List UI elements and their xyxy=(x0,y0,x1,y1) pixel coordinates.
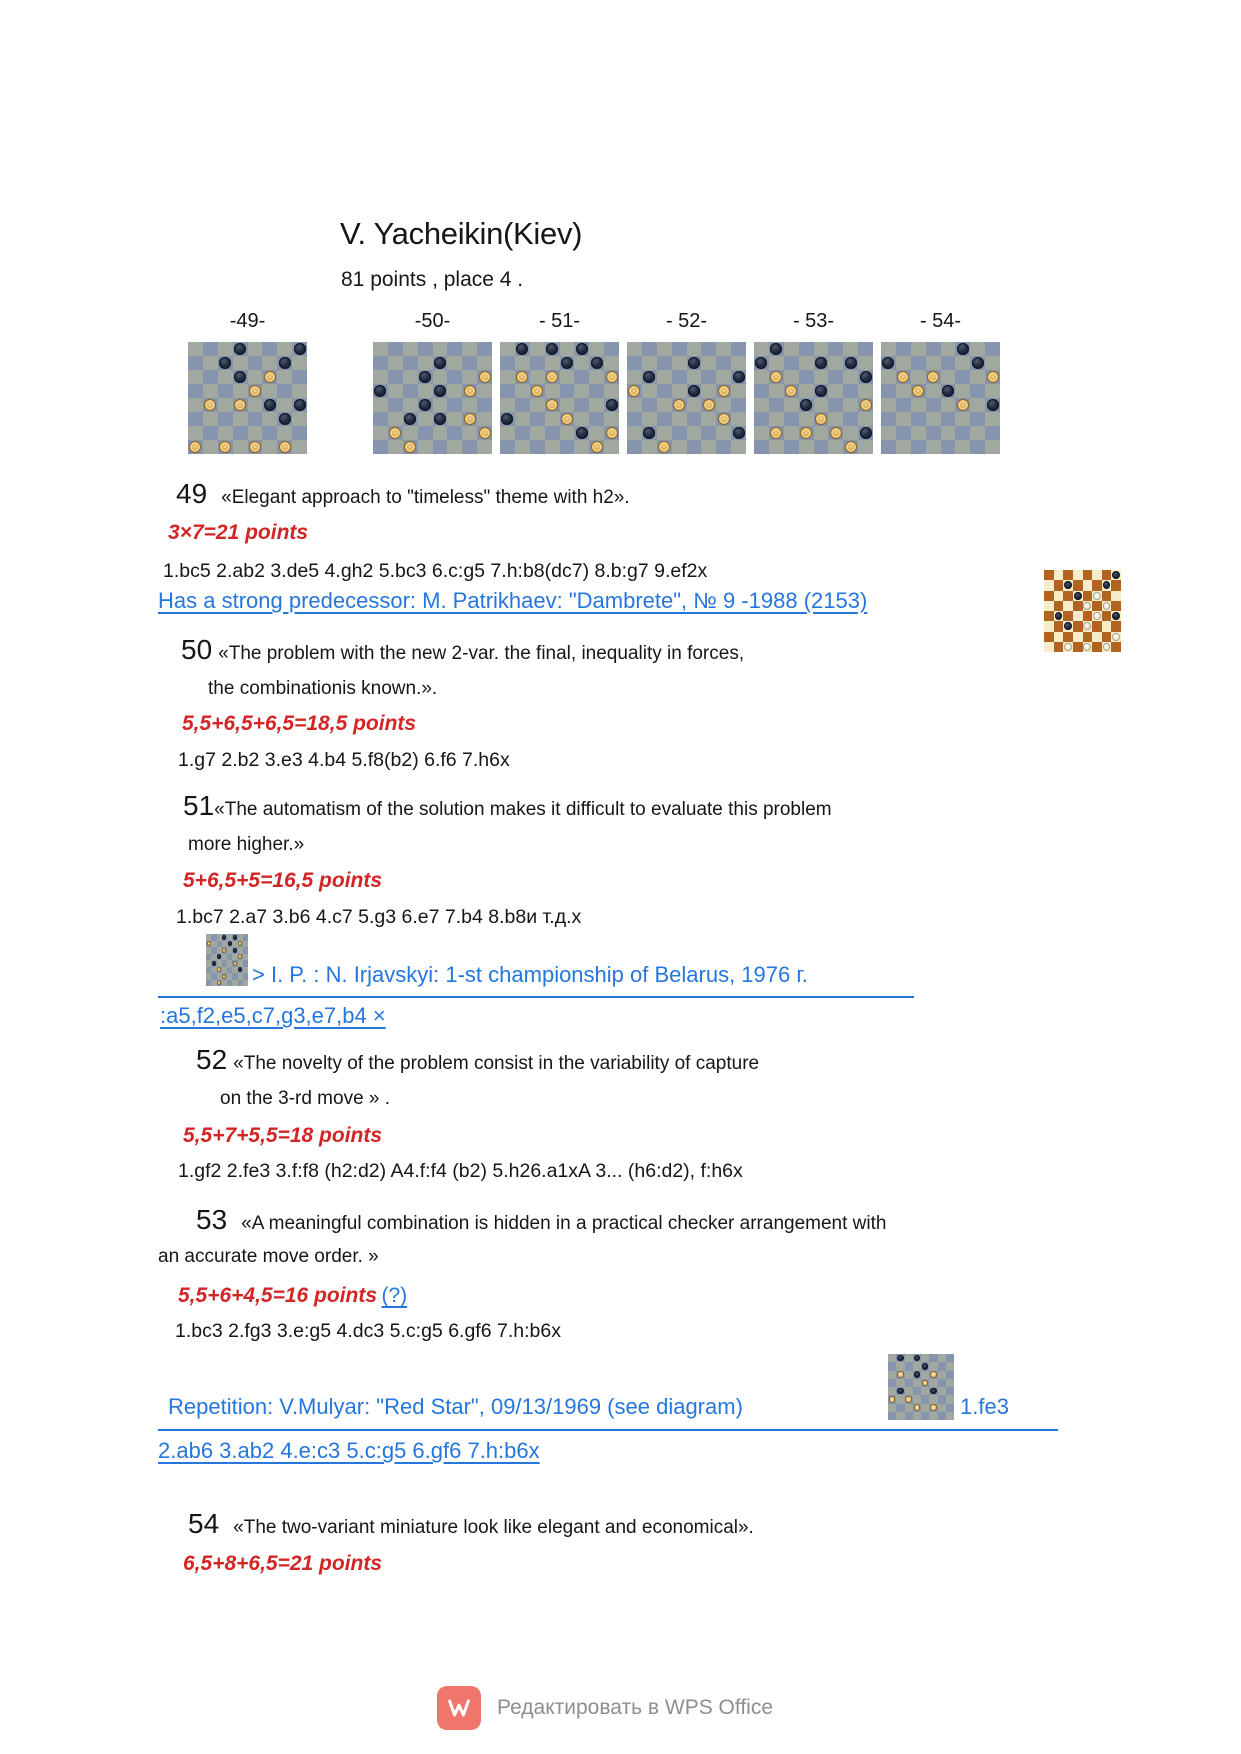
diagram-label-54: - 54- xyxy=(919,310,962,332)
checkers-board-54 xyxy=(881,342,1000,454)
judge-comment-52-line1: «The novelty of the problem consist in the variability of capture xyxy=(233,1053,760,1074)
points-49: 3×7=21 points xyxy=(168,521,309,544)
problem-number-54: 54 xyxy=(188,1508,220,1539)
irjavskyi-link-line1[interactable]: > I. P. : N. Irjavskyi: 1-st championship of Belarus, 1976 г. xyxy=(252,962,808,987)
section-49-heading xyxy=(176,478,630,510)
wps-w-glyph xyxy=(445,1694,473,1722)
judge-comment-50-line1: «The problem with the new 2-var. the final, inequality in forces, xyxy=(218,643,745,664)
problem-number-52: 52 xyxy=(196,1044,228,1075)
diagram-label-53: - 53- xyxy=(792,310,835,332)
checkers-board-53 xyxy=(754,342,873,454)
judge-comment-53-line1: «A meaningful combination is hidden in a practical checker arrangement with xyxy=(241,1213,887,1234)
wps-logo-icon xyxy=(437,1686,481,1730)
checkers-board-51 xyxy=(500,342,619,454)
page-title: V. Yacheikin(Kiev) xyxy=(340,216,583,251)
wps-edit-banner[interactable] xyxy=(437,1686,773,1730)
irjavskyi-link-underline xyxy=(158,996,914,998)
diagram-label-49: -49- xyxy=(229,310,266,332)
irjavskyi-link-line2[interactable]: :a5,f2,e5,c7,g3,e7,b4 × xyxy=(160,1003,386,1028)
wps-edit-label: Редактировать в WPS Office xyxy=(497,1696,774,1719)
judge-comment-51-line2: more higher.» xyxy=(188,834,305,855)
solution-52: 1.gf2 2.fe3 3.f:f8 (h2:d2) A4.f:f4 (b2) 5.h26.a1xA 3... (h6:d2), f:h6x xyxy=(178,1160,743,1182)
mulyar-thumbnail-board xyxy=(888,1354,954,1420)
predecessor-thumbnail-board xyxy=(1044,570,1121,652)
checkers-board-52 xyxy=(627,342,746,454)
judge-comment-54: «The two-variant miniature look like elegant and economical». xyxy=(233,1517,754,1538)
points-53-question-link[interactable]: (?) xyxy=(381,1284,408,1307)
section-52-heading xyxy=(196,1044,759,1076)
judge-comment-53-line2: an accurate move order. » xyxy=(158,1246,379,1267)
points-53: 5,5+6+4,5=16 points xyxy=(178,1284,378,1307)
points-52: 5,5+7+5,5=18 points xyxy=(183,1124,383,1147)
repetition-link-line2[interactable]: 2.ab6 3.ab2 4.e:c3 5.c:g5 6.gf6 7.h:b6x xyxy=(158,1438,540,1463)
judge-comment-49: «Elegant approach to "timeless" theme with h2». xyxy=(221,487,630,508)
checkers-board-50 xyxy=(373,342,492,454)
judge-comment-50-line2: the combinationis known.». xyxy=(208,678,438,699)
section-53-heading xyxy=(196,1204,886,1236)
checkers-board-49 xyxy=(188,342,307,454)
page-subtitle: 81 points , place 4 . xyxy=(341,268,524,291)
judge-comment-52-line2: on the 3-rd move » . xyxy=(220,1088,391,1109)
problem-number-49: 49 xyxy=(176,478,208,509)
diagram-label-50: -50- xyxy=(414,310,451,332)
solution-51: 1.bc7 2.a7 3.b6 4.c7 5.g3 6.e7 7.b4 8.b8и т.д.x xyxy=(176,906,582,928)
points-50: 5,5+6,5+6,5=18,5 points xyxy=(182,712,417,735)
problem-number-51: 51 xyxy=(183,790,215,821)
points-51: 5+6,5+5=16,5 points xyxy=(183,869,383,892)
predecessor-link-49[interactable]: Has a strong predecessor: M. Patrikhaev: "Dambrete", № 9 -1988 (2153) xyxy=(158,588,868,613)
repetition-link-move[interactable]: 1.fe3 xyxy=(960,1394,1009,1419)
points-53-row xyxy=(178,1284,407,1308)
repetition-link-underline xyxy=(158,1429,1058,1431)
section-51-heading xyxy=(183,790,832,822)
irjavskyi-thumbnail-board xyxy=(206,934,248,986)
problem-number-50: 50 xyxy=(181,634,213,665)
section-54-heading xyxy=(188,1508,754,1540)
diagram-label-51: - 51- xyxy=(538,310,581,332)
problem-number-53: 53 xyxy=(196,1204,228,1235)
repetition-link-line1[interactable]: Repetition: V.Mulyar: "Red Star", 09/13/1969 (see diagram) xyxy=(168,1394,743,1419)
judge-comment-51-line1: «The automatism of the solution makes it difficult to evaluate this problem xyxy=(214,799,832,820)
section-50-heading xyxy=(181,634,744,666)
solution-50: 1.g7 2.b2 3.e3 4.b4 5.f8(b2) 6.f6 7.h6x xyxy=(178,749,510,771)
solution-49: 1.bc5 2.ab2 3.de5 4.gh2 5.bc3 6.c:g5 7.h:b8(dc7) 8.b:g7 9.ef2x xyxy=(163,560,708,582)
diagram-label-52: - 52- xyxy=(665,310,708,332)
solution-53: 1.bc3 2.fg3 3.e:g5 4.dc3 5.c:g5 6.gf6 7.h:b6x xyxy=(175,1320,561,1342)
points-54: 6,5+8+6,5=21 points xyxy=(183,1552,383,1575)
